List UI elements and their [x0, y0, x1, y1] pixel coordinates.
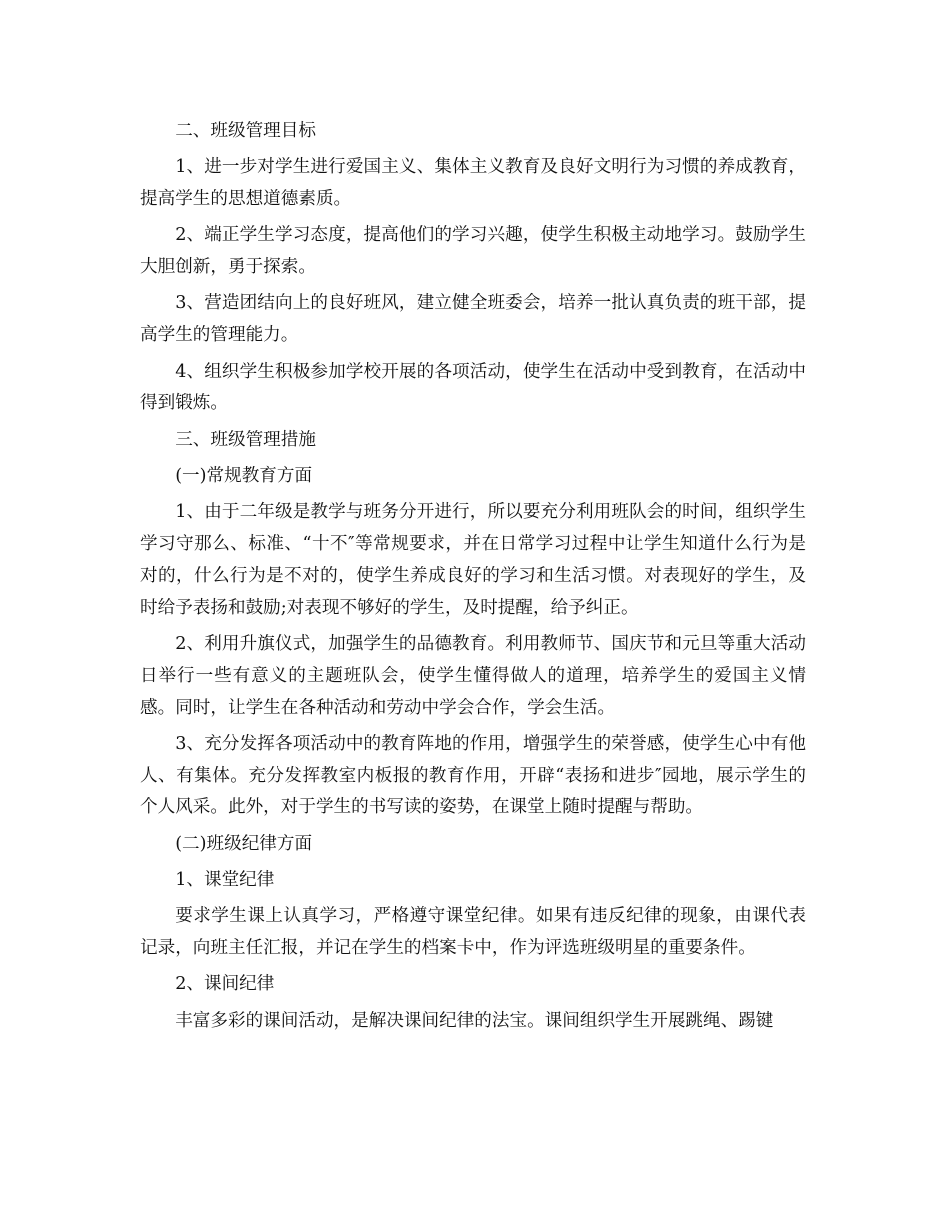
document-body	[140, 116, 806, 1042]
subsection-heading-routine: (一)常规教育方面	[175, 465, 313, 486]
routine-item-1: 1、由于二年级是教学与班务分开进行，所以要充分利用班队会的时间，组织学生学习守那么、标准、“十不″等常规要求，并在日常学习过程中让学生知道什么行为是对的，什么行为是不对的，使学生养成良好的学习和生活习惯。对表现好的学生，及时给予表扬和鼓励;对表现不够好的学生，及时提醒，给予纠正。	[140, 502, 806, 618]
goal-item-1: 1、进一步对学生进行爱国主义、集体主义教育及良好文明行为习惯的养成教育，提高学生的思想道德素质。	[140, 157, 806, 210]
subsection-heading-discipline: (二)班级纪律方面	[175, 833, 313, 854]
section-heading-goals: 二、班级管理目标	[175, 121, 316, 141]
goal-item-2: 2、端正学生学习态度，提高他们的学习兴趣，使学生积极主动地学习。鼓励学生大胆创新，勇于探索。	[140, 225, 806, 278]
discipline-break-text: 丰富多彩的课间活动，是解决课间纪律的法宝。课间组织学生开展跳绳、踢键	[175, 1010, 774, 1031]
goal-item-3: 3、营造团结向上的良好班风，建立健全班委会，培养一批认真负责的班干部，提高学生的管理能力。	[140, 293, 806, 346]
discipline-heading-classroom: 1、课堂纪律	[175, 870, 275, 891]
discipline-heading-break: 2、课间纪律	[175, 974, 275, 995]
routine-item-3: 3、充分发挥各项活动中的教育阵地的作用，增强学生的荣誉感，使学生心中有他人、有集体。充分发挥教室内板报的教育作用，开辟“表扬和进步″园地，展示学生的个人风采。此外，对于学生的书写读的姿势，在课堂上随时提醒与帮助。	[140, 733, 806, 818]
section-heading-measures: 三、班级管理措施	[175, 429, 316, 450]
discipline-classroom-text: 要求学生课上认真学习，严格遵守课堂纪律。如果有违反纪律的现象，由课代表记录，向班主任汇报，并记在学生的档案卡中，作为评选班级明星的重要条件。	[140, 906, 806, 959]
goal-item-4: 4、组织学生积极参加学校开展的各项活动，使学生在活动中受到教育，在活动中得到锻炼。	[140, 361, 806, 414]
routine-item-2: 2、利用升旗仪式，加强学生的品德教育。利用教师节、国庆节和元旦等重大活动日举行一些有意义的主题班队会，使学生懂得做人的道理，培养学生的爱国主义情感。同时，让学生在各种活动和劳动中学会合作，学会生活。	[140, 633, 806, 718]
